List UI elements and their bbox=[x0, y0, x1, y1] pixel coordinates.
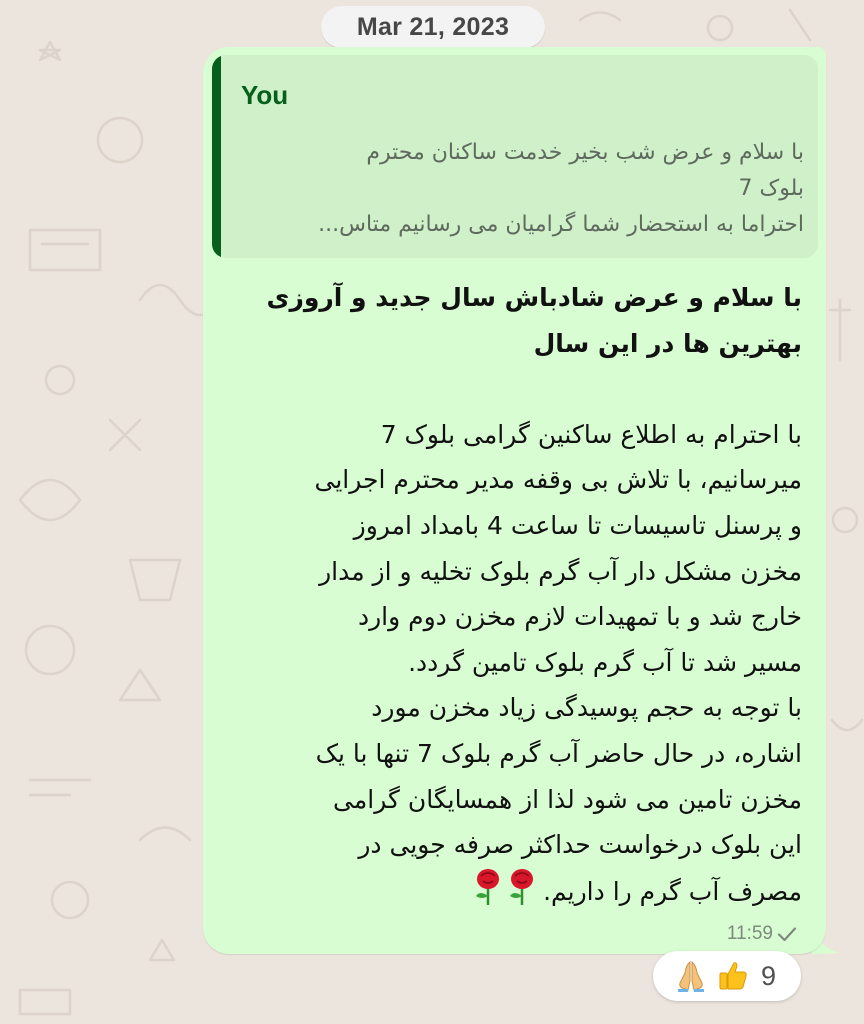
praying-hands-icon bbox=[673, 958, 709, 994]
quote-accent-bar bbox=[212, 55, 221, 258]
rose-icon bbox=[473, 868, 503, 921]
quoted-text: با سلام و عرض شب بخیر خدمت ساکنان محترم بلوک 7 احتراما به استحضار شما گرامیان می رسانیم متاس... bbox=[318, 140, 804, 237]
single-check-icon bbox=[776, 925, 798, 943]
date-separator: Mar 21, 2023 bbox=[321, 6, 545, 48]
quoted-message[interactable] bbox=[212, 55, 818, 258]
reaction-count: 9 bbox=[761, 961, 777, 991]
message-body: با احترام به اطلاع ساکنین گرامی بلوک 7 میرسانیم، با تلاش بی وقفه مدیر محترم اجرایی و پرسنل تاسیسات تا ساعت 4 بامداد امروز مخزن مشکل دار آب گرم بلوک تخلیه و از مدار خارج شد و با تمهیدات لازم مخزن دوم وارد مسیر شد تا آب گرم بلوک تامین گردد. با توجه به حجم پوسیدگی زیاد مخزن مورد اشاره، در حال حاضر آب گرم بلوک 7 تنها با یک مخزن تامین می شود لذا از همسایگان گرامی این بلوک درخواست حداکثر صرفه جویی در مصرف آب گرم را داریم. bbox=[314, 419, 802, 906]
message-time: 11:59 bbox=[726, 923, 773, 944]
message-meta bbox=[727, 922, 798, 946]
message-spacer bbox=[217, 366, 802, 412]
quoted-author: You bbox=[241, 80, 289, 110]
message-bubble[interactable] bbox=[203, 47, 826, 954]
message-text bbox=[217, 275, 802, 920]
reactions-pill[interactable] bbox=[653, 951, 801, 1001]
rose-icon bbox=[507, 868, 537, 921]
thumbs-up-icon bbox=[715, 958, 751, 994]
message-heading: با سلام و عرض شادباش سال جدید و آروزی بهترین ها در این سال bbox=[266, 283, 802, 358]
